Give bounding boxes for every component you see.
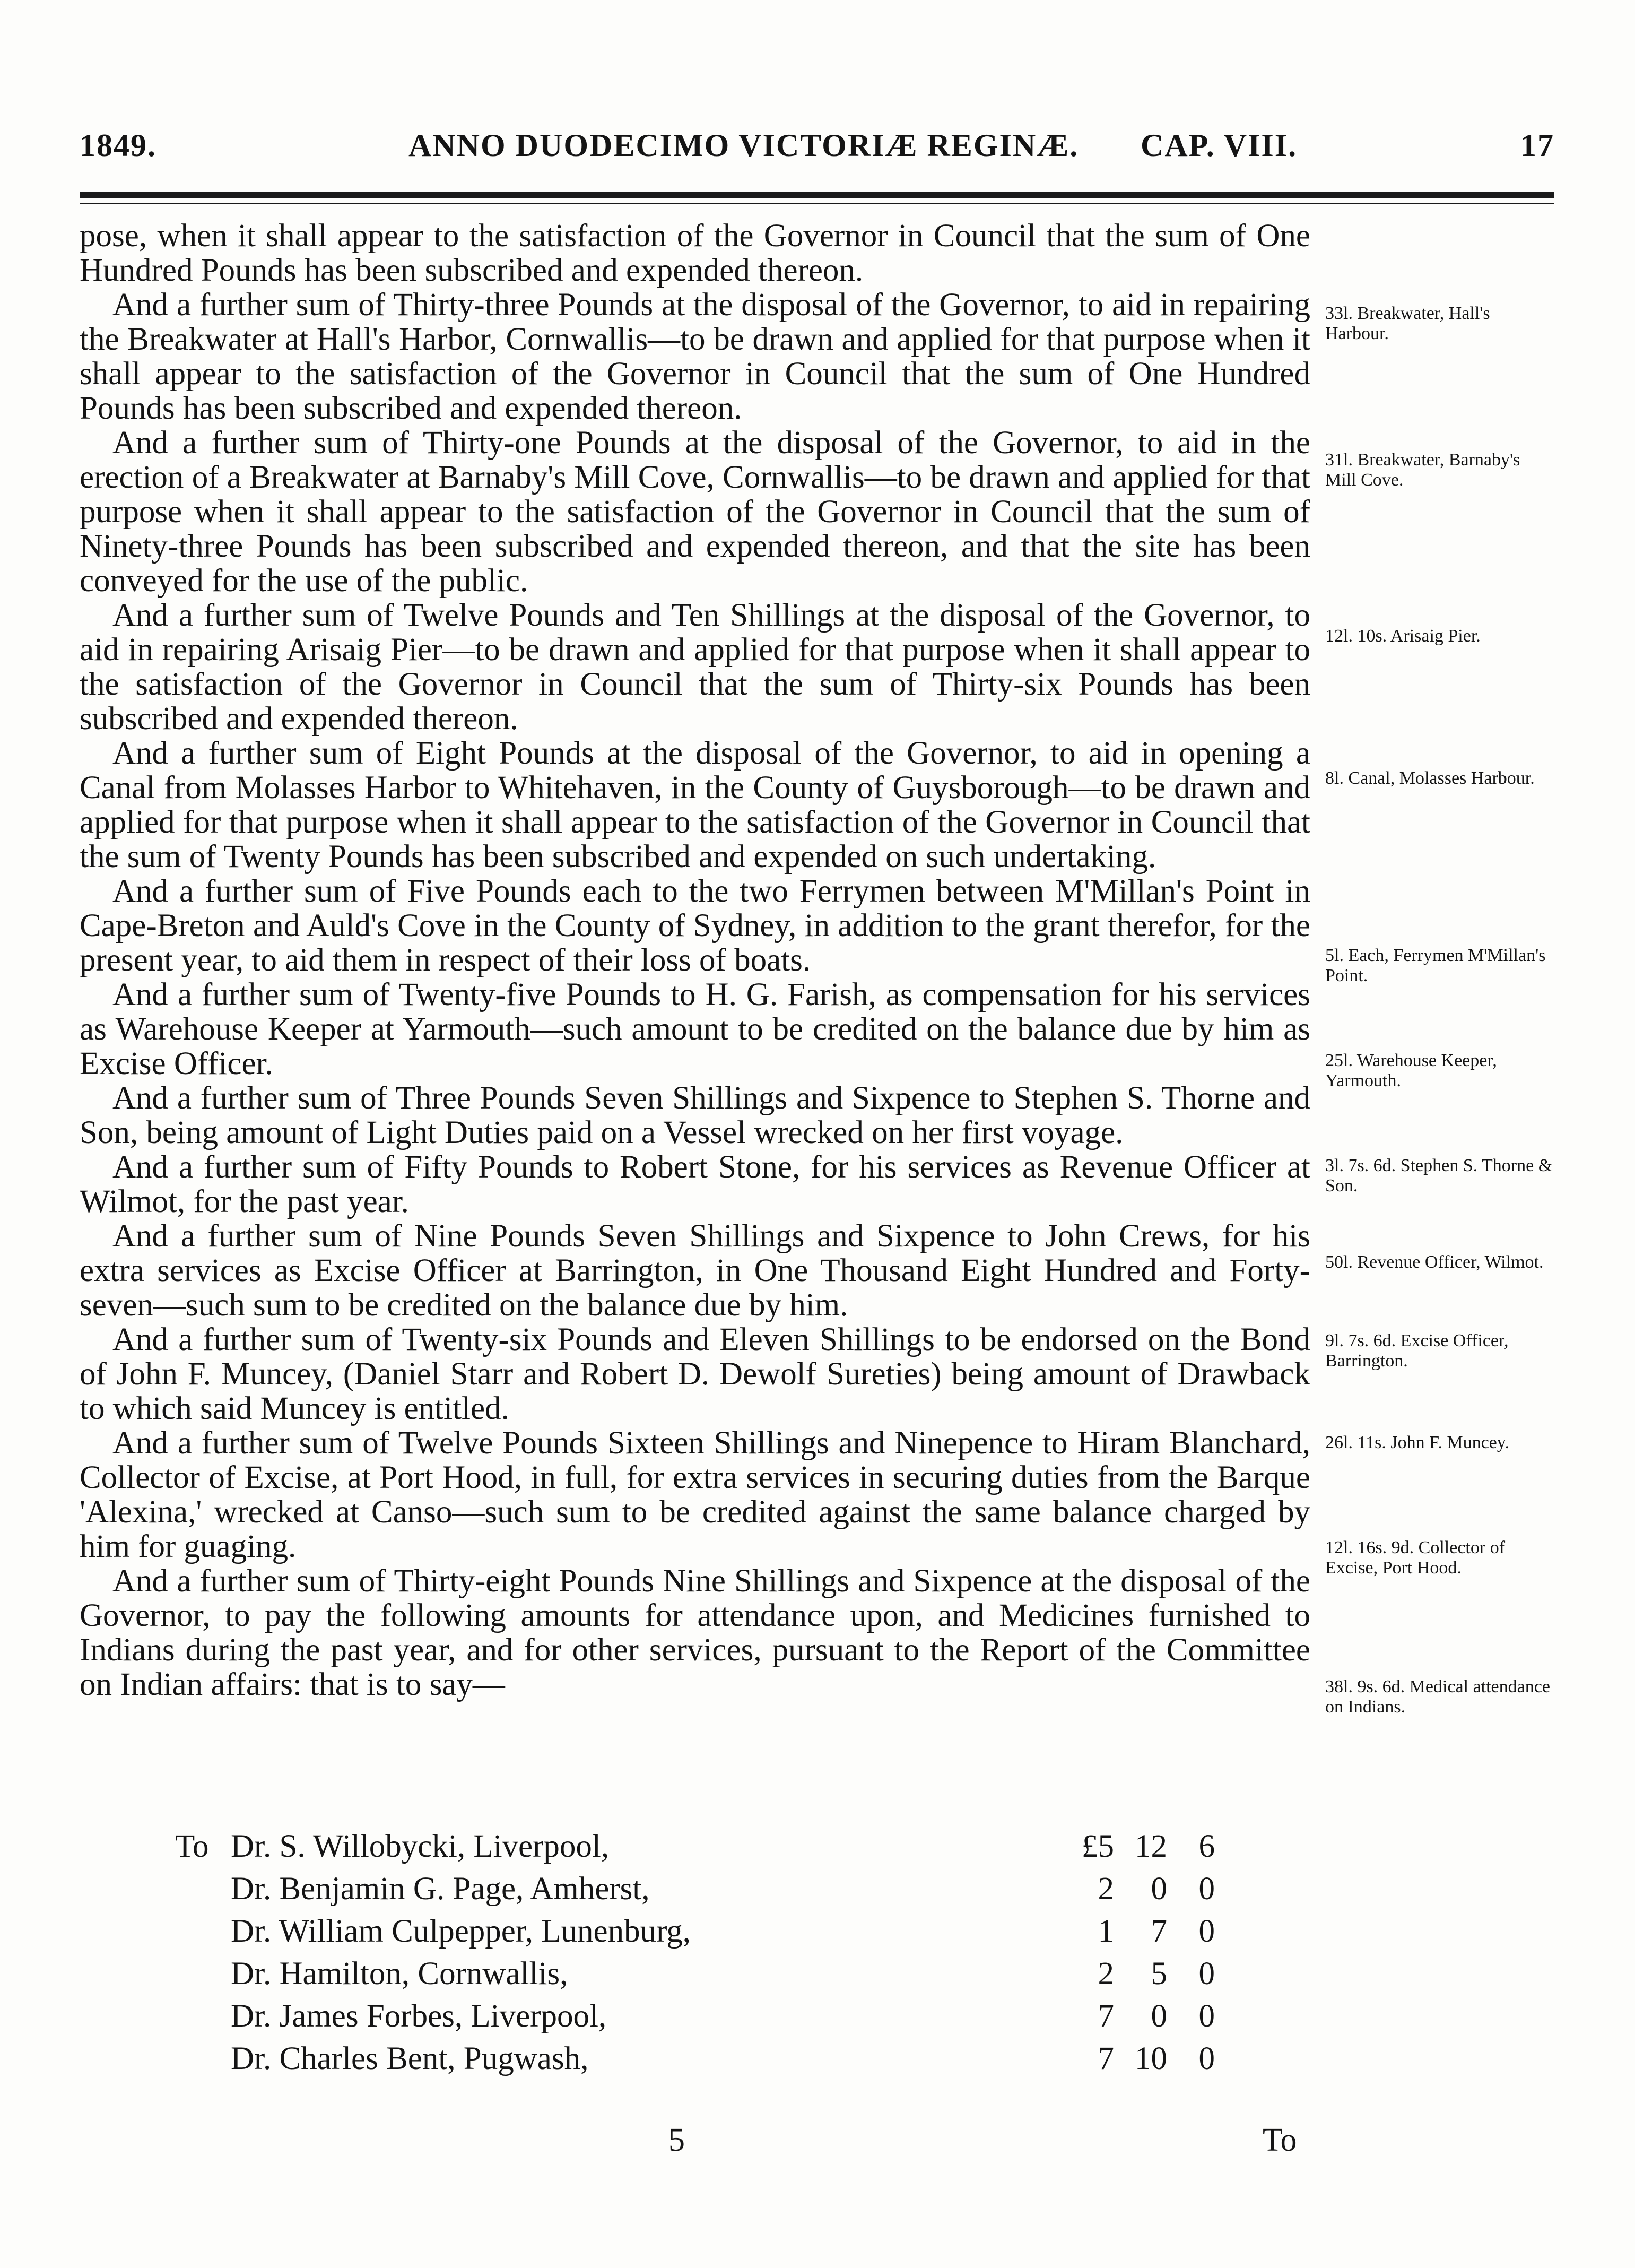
amount-pounds: 1 [1098, 1914, 1114, 1949]
margin-note: 26l. 11s. John F. Muncey. [1325, 1433, 1510, 1452]
paragraph-stone: And a further sum of Fifty Pounds to Robert Stone, for his services as Revenue Officer at Wilmot, for the past year. [80, 1149, 1310, 1219]
amount-shillings: 10 [1135, 2041, 1167, 2076]
amount-pounds: 7 [1098, 1998, 1114, 2034]
catchword: To [1263, 2122, 1297, 2158]
list-to-label: To [175, 1829, 209, 1864]
payee-name: Dr. James Forbes, Liverpool, [231, 1998, 607, 2034]
amount-pence: 0 [1198, 1914, 1215, 1949]
margin-note: 38l. 9s. 6d. Medical attendance on Indians. [1325, 1677, 1550, 1717]
amount-pence: 0 [1198, 1871, 1215, 1907]
payee-name: Dr. Benjamin G. Page, Amherst, [231, 1871, 650, 1907]
payee-name: Dr. William Culpepper, Lunenburg, [231, 1914, 691, 1949]
amount-pounds: 2 [1098, 1956, 1114, 1992]
margin-note: 9l. 7s. 6d. Excise Officer, Barrington. [1325, 1331, 1509, 1371]
header-rule-thick [80, 192, 1554, 198]
list-item [175, 1910, 1236, 1953]
running-header [80, 121, 1554, 179]
paragraph-indian-affairs: And a further sum of Thirty-eight Pounds Nine Shillings and Sixpence at the disposal of the Governor, to pay the following amounts for attendance upon, and Medicines furnished to Indians during the past year, and for other services, pursuant to the Report of the Committee on Indian affairs: that is to say— [80, 1563, 1310, 1702]
paragraph-crews: And a further sum of Nine Pounds Seven Shillings and Sixpence to John Crews, for his extra services as Excise Officer at Barrington, in One Thousand Eight Hundred and Forty-seven—such sum to be credited on the balance due by him. [80, 1218, 1310, 1323]
paragraph-molasses-canal: And a further sum of Eight Pounds at the disposal of the Governor, to aid in opening a Canal from Molasses Harbor to Whitehaven, in the County of Guysborough—to be drawn and applied for that purpose when it shall appear to the satisfaction of the Governor in Council that the sum of Twenty Pounds has been subscribed and expended on such undertaking. [80, 735, 1310, 875]
paragraph-muncey: And a further sum of Twenty-six Pounds and Eleven Shillings to be endorsed on the Bond of John F. Muncey, (Daniel Starr and Robert D. Dewolf Sureties) being amount of Drawback to which said Muncey is entitled. [80, 1322, 1310, 1426]
amount-pence: 0 [1198, 2041, 1215, 2076]
payment-list [175, 1825, 1236, 2080]
amount-pence: 0 [1198, 1956, 1215, 1992]
paragraph-blanchard: And a further sum of Twelve Pounds Sixteen Shillings and Ninepence to Hiram Blanchard, Collector of Excise, at Port Hood, in full, for extra services in securing duties from the Barque 'Alexina,' wrecked at Canso—such sum to be credited against the same balance charged by him for guaging. [80, 1425, 1310, 1564]
header-year: 1849. [80, 128, 156, 163]
header-title: ANNO DUODECIMO VICTORIÆ REGINÆ. [408, 128, 1079, 163]
margin-note: 12l. 16s. 9d. Collector of Excise, Port Hood. [1325, 1538, 1506, 1578]
paragraph-arisaig-pier: And a further sum of Twelve Pounds and Ten Shillings at the disposal of the Governor, to aid in repairing Arisaig Pier—to be drawn and applied for that purpose when it shall appear to the satisfaction of the Governor in Council that the sum of Thirty-six Pounds has been subscribed and expended thereon. [80, 598, 1310, 737]
payee-name: Dr. Charles Bent, Pugwash, [231, 2041, 589, 2076]
list-item [175, 1995, 1236, 2038]
amount-pounds: £5 [1082, 1829, 1114, 1864]
paragraph-barnabys-mill-cove: And a further sum of Thirty-one Pounds at the disposal of the Governor, to aid in the erection of a Breakwater at Barnaby's Mill Cove, Cornwallis—to be drawn and applied for that purpose when it shall appear to the satisfaction of the Governor in Council that the sum of Ninety-three Pounds has been subscribed and expended thereon, and that the site has been conveyed for the use of the public. [80, 425, 1310, 599]
amount-shillings: 5 [1151, 1956, 1167, 1992]
list-item [175, 1868, 1236, 1910]
page-number: 17 [1520, 128, 1554, 163]
payee-name: Dr. S. Willobycki, Liverpool, [231, 1829, 610, 1864]
paragraph-continuation: pose, when it shall appear to the satisfaction of the Governor in Council that the sum of One Hundred Pounds has been subscribed and expended thereon. [80, 218, 1310, 288]
margin-note: 31l. Breakwater, Barnaby's Mill Cove. [1325, 450, 1520, 490]
main-text [80, 219, 1310, 1702]
margin-note: 33l. Breakwater, Hall's Harbour. [1325, 304, 1490, 343]
margin-note: 12l. 10s. Arisaig Pier. [1325, 626, 1481, 646]
amount-pence: 0 [1198, 1998, 1215, 2034]
payee-name: Dr. Hamilton, Cornwallis, [231, 1956, 568, 1992]
amount-pence: 6 [1198, 1829, 1215, 1864]
header-rule-thin [80, 203, 1554, 204]
list-item [175, 1825, 1236, 1868]
amount-shillings: 0 [1151, 1998, 1167, 2034]
margin-note: 5l. Each, Ferrymen M'Millan's Point. [1325, 946, 1546, 985]
margin-note: 50l. Revenue Officer, Wilmot. [1325, 1252, 1544, 1272]
list-item [175, 1953, 1236, 1995]
margin-note: 25l. Warehouse Keeper, Yarmouth. [1325, 1051, 1497, 1090]
amount-shillings: 12 [1135, 1829, 1167, 1864]
paragraph-farish: And a further sum of Twenty-five Pounds to H. G. Farish, as compensation for his services as Warehouse Keeper at Yarmouth—such amount to be credited on the balance due by him as Excise Officer. [80, 977, 1310, 1081]
amount-shillings: 7 [1151, 1914, 1167, 1949]
amount-pounds: 7 [1098, 2041, 1114, 2076]
margin-note: 3l. 7s. 6d. Stephen S. Thorne & Son. [1325, 1156, 1553, 1196]
amount-pounds: 2 [1098, 1871, 1114, 1907]
margin-note: 8l. Canal, Molasses Harbour. [1325, 768, 1535, 788]
paragraph-ferrymen: And a further sum of Five Pounds each to the two Ferrymen between M'Millan's Point in Cape-Breton and Auld's Cove in the County of Sydney, in addition to the grant therefor, for the present year, to aid them in respect of their loss of boats. [80, 873, 1310, 978]
paragraph-halls-harbor: And a further sum of Thirty-three Pounds at the disposal of the Governor, to aid in repairing the Breakwater at Hall's Harbor, Cornwallis—to be drawn and applied for that purpose when it shall appear to the satisfaction of the Governor in Council that the sum of One Hundred Pounds has been subscribed and expended thereon. [80, 287, 1310, 426]
list-item [175, 2038, 1236, 2080]
header-chapter: CAP. VIII. [1141, 128, 1298, 163]
signature-mark: 5 [668, 2122, 685, 2158]
amount-shillings: 0 [1151, 1871, 1167, 1907]
paragraph-thorne: And a further sum of Three Pounds Seven Shillings and Sixpence to Stephen S. Thorne and Son, being amount of Light Duties paid on a Vessel wrecked on her first voyage. [80, 1080, 1310, 1150]
